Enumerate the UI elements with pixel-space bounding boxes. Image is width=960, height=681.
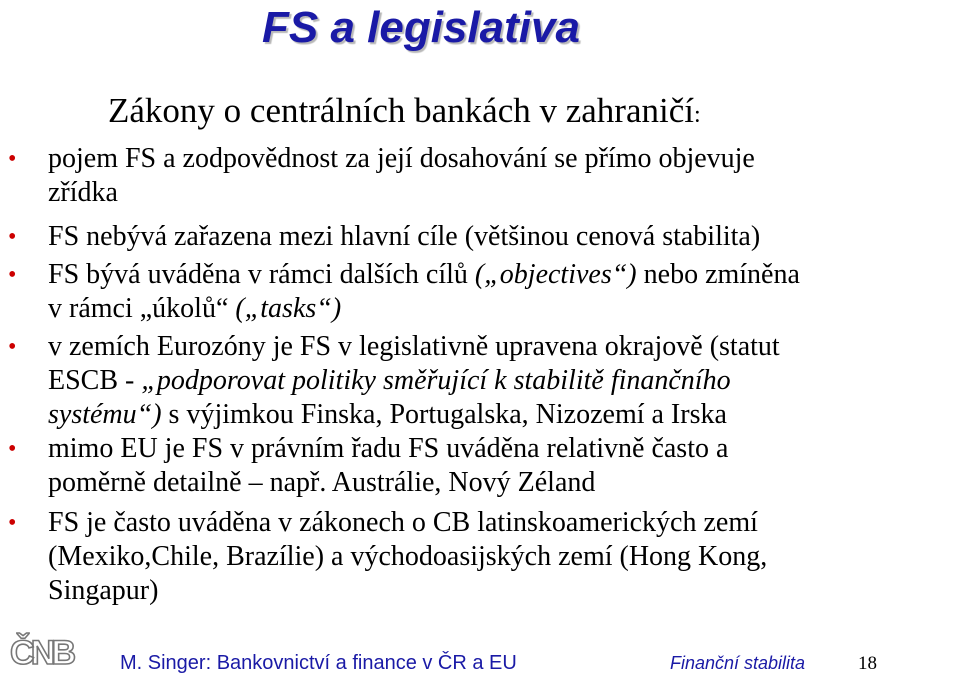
bullet-text: (Mexiko,Chile, Brazílie) a východoasijských zemí (Hong Kong, (48, 541, 768, 572)
bullet-text: ESCB - (48, 365, 142, 396)
bullet-marker: • (8, 146, 17, 172)
bullet-line (48, 330, 780, 364)
bullet-line (48, 364, 780, 398)
bullet-text: FS nebývá zařazena mezi hlavní cíle (většinou cenová stabilita) (48, 221, 761, 252)
bullet-marker: • (8, 262, 17, 288)
bullet-marker: • (8, 334, 17, 360)
subtitle-colon: : (693, 102, 701, 128)
bullet-line (48, 398, 780, 432)
bullet-italic-text: („tasks“) (235, 293, 342, 324)
bullet-italic-text: („objectives“) (474, 259, 637, 290)
bullet-text: pojem FS a zodpovědnost za její dosahování se přímo objevuje (48, 143, 755, 174)
bullet-text: FS je často uváděna v zákonech o CB latinskoamerických zemí (48, 507, 758, 538)
bullet-line (48, 142, 755, 176)
slide-title: FS a legislativa (262, 3, 580, 52)
bullet-marker: • (8, 510, 17, 536)
footer-author: M. Singer: Bankovnictví a finance v ČR a EU (120, 652, 517, 674)
cnb-logo (8, 628, 78, 670)
bullet-item (8, 258, 800, 326)
bullet-line (48, 506, 767, 540)
bullet-line (48, 220, 760, 254)
bullet-line (48, 466, 728, 500)
bullet-text: FS bývá uváděna v rámci dalších cílů (48, 259, 475, 290)
bullet-item (8, 220, 761, 254)
bullet-item (8, 432, 729, 500)
bullet-line (48, 176, 755, 210)
bullet-marker: • (8, 436, 17, 462)
bullet-text: zřídka (48, 177, 118, 208)
bullet-text: nebo zmíněna (636, 259, 800, 290)
bullet-line (48, 574, 767, 608)
bullet-item (8, 506, 768, 608)
bullet-item (8, 330, 780, 432)
page-number: 18 (858, 653, 877, 674)
bullet-line (48, 258, 800, 292)
cnb-logo-text: ČNB (10, 634, 76, 670)
bullet-marker: • (8, 224, 17, 250)
bullet-italic-text: systému“) (48, 399, 162, 430)
bullet-line (48, 292, 800, 326)
bullet-line (48, 432, 728, 466)
footer-topic: Finanční stabilita (670, 653, 806, 673)
bullet-text: mimo EU je FS v právním řadu FS uváděna relativně často a (48, 433, 729, 464)
bullet-text: s výjimkou Finska, Portugalska, Nizozemí a Irska (161, 399, 727, 430)
bullet-item (8, 142, 755, 210)
bullet-text: poměrně detailně – např. Austrálie, Nový Zéland (48, 467, 596, 498)
bullet-text: Singapur) (48, 575, 159, 606)
bullet-text: v rámci „úkolů“ (48, 293, 236, 324)
bullet-text: v zemích Eurozóny je FS v legislativně upravena okrajově (statut (48, 331, 780, 362)
bullet-italic-text: „podporovat politiky směřující k stabilitě finančního (141, 365, 731, 396)
bullet-line (48, 540, 767, 574)
subtitle-text: Zákony o centrálních bankách v zahraničí (108, 91, 694, 130)
